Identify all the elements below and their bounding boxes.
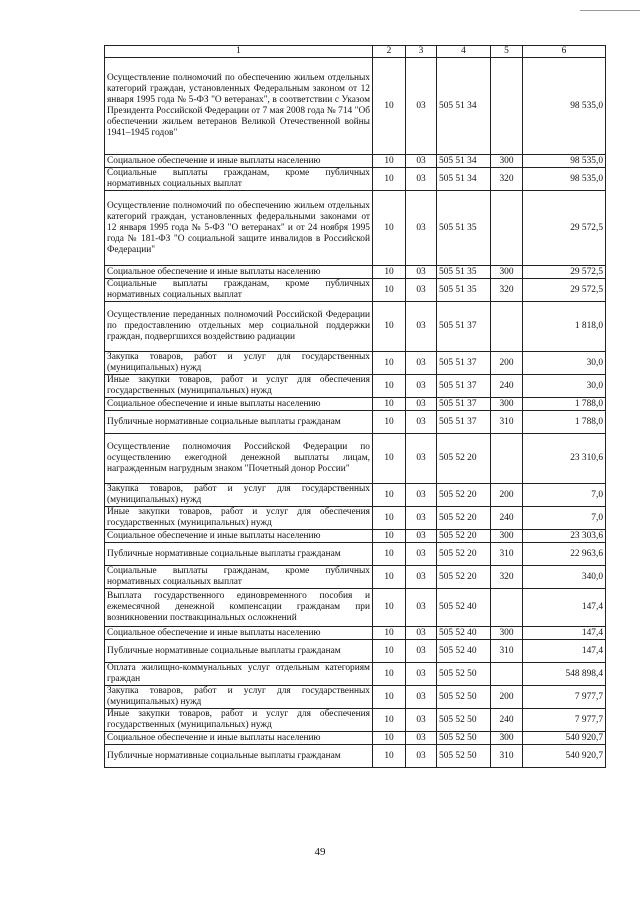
row-section-cell: 10 [373,530,406,543]
row-target-item-cell: 505 51 37 [437,302,491,352]
table-row [105,155,606,168]
row-amount-cell: 147,4 [523,589,606,627]
row-subsection-cell: 03 [406,543,437,566]
row-amount-cell: 147,4 [523,640,606,663]
row-expense-type-cell: 240 [491,507,523,530]
row-subsection-cell: 03 [406,168,437,191]
row-expense-type-cell: 300 [491,266,523,279]
row-section-cell: 10 [373,434,406,484]
row-amount-cell: 29 572,5 [523,266,606,279]
row-amount-cell: 548 898,4 [523,663,606,686]
row-name-cell: Осуществление переданных полномочий Российской Федерации по предоставлению отдельных мер социальной поддержки граждан, подвергшихся воздействию радиации [105,302,373,352]
table-row [105,627,606,640]
row-section-cell: 10 [373,589,406,627]
table-row [105,411,606,434]
row-subsection-cell: 03 [406,663,437,686]
row-target-item-cell: 505 51 34 [437,58,491,155]
row-name-cell: Закупка товаров, работ и услуг для государственных (муниципальных) нужд [105,352,373,375]
budget-table-body [105,46,606,768]
row-amount-cell: 29 572,5 [523,191,606,266]
row-expense-type-cell: 310 [491,640,523,663]
row-section-cell: 10 [373,352,406,375]
row-amount-cell: 7 977,7 [523,709,606,732]
row-target-item-cell: 505 52 20 [437,507,491,530]
table-row [105,434,606,484]
row-subsection-cell: 03 [406,709,437,732]
column-number-5: 5 [491,46,523,58]
row-section-cell: 10 [373,484,406,507]
row-expense-type-cell: 200 [491,686,523,709]
row-expense-type-cell [491,191,523,266]
row-name-cell: Публичные нормативные социальные выплаты гражданам [105,543,373,566]
row-name-cell: Социальные выплаты гражданам, кроме публичных нормативных социальных выплат [105,168,373,191]
row-section-cell: 10 [373,745,406,768]
row-name-cell: Социальное обеспечение и иные выплаты населению [105,732,373,745]
row-subsection-cell: 03 [406,732,437,745]
row-subsection-cell: 03 [406,266,437,279]
row-expense-type-cell: 300 [491,398,523,411]
row-subsection-cell: 03 [406,411,437,434]
row-name-cell: Социальное обеспечение и иные выплаты населению [105,530,373,543]
row-section-cell: 10 [373,732,406,745]
column-number-6: 6 [523,46,606,58]
table-row [105,352,606,375]
row-expense-type-cell: 300 [491,732,523,745]
row-section-cell: 10 [373,411,406,434]
column-number-2: 2 [373,46,406,58]
row-amount-cell: 98 535,0 [523,168,606,191]
row-expense-type-cell: 300 [491,627,523,640]
row-expense-type-cell: 310 [491,411,523,434]
row-subsection-cell: 03 [406,686,437,709]
table-row [105,530,606,543]
row-subsection-cell: 03 [406,279,437,302]
row-amount-cell: 30,0 [523,375,606,398]
row-expense-type-cell: 310 [491,745,523,768]
table-row [105,640,606,663]
row-name-cell: Социальные выплаты гражданам, кроме публичных нормативных социальных выплат [105,566,373,589]
table-row [105,279,606,302]
row-expense-type-cell: 300 [491,530,523,543]
row-target-item-cell: 505 52 50 [437,745,491,768]
row-amount-cell: 23 310,6 [523,434,606,484]
row-section-cell: 10 [373,627,406,640]
row-section-cell: 10 [373,663,406,686]
table-row [105,398,606,411]
row-name-cell: Иные закупки товаров, работ и услуг для обеспечения государственных (муниципальных) нужд [105,375,373,398]
row-amount-cell: 147,4 [523,627,606,640]
row-section-cell: 10 [373,686,406,709]
table-row [105,745,606,768]
row-name-cell: Закупка товаров, работ и услуг для государственных (муниципальных) нужд [105,686,373,709]
row-expense-type-cell: 320 [491,566,523,589]
row-target-item-cell: 505 52 50 [437,709,491,732]
row-subsection-cell: 03 [406,566,437,589]
row-name-cell: Публичные нормативные социальные выплаты гражданам [105,745,373,768]
row-expense-type-cell: 320 [491,168,523,191]
row-expense-type-cell [491,589,523,627]
row-amount-cell: 29 572,5 [523,279,606,302]
row-name-cell: Публичные нормативные социальные выплаты гражданам [105,411,373,434]
row-expense-type-cell [491,302,523,352]
row-name-cell: Выплата государственного единовременного пособия и ежемесячной денежной компенсации гражданам при возникновении поствакцинальных осложнений [105,589,373,627]
row-amount-cell: 540 920,7 [523,732,606,745]
row-subsection-cell: 03 [406,530,437,543]
row-expense-type-cell: 320 [491,279,523,302]
row-target-item-cell: 505 52 40 [437,640,491,663]
row-subsection-cell: 03 [406,58,437,155]
table-row [105,302,606,352]
row-expense-type-cell: 200 [491,484,523,507]
row-target-item-cell: 505 52 20 [437,543,491,566]
row-subsection-cell: 03 [406,627,437,640]
row-amount-cell: 7 977,7 [523,686,606,709]
row-section-cell: 10 [373,640,406,663]
table-row [105,589,606,627]
row-expense-type-cell: 300 [491,155,523,168]
row-section-cell: 10 [373,168,406,191]
table-row [105,168,606,191]
table-row [105,507,606,530]
row-amount-cell: 98 535,0 [523,58,606,155]
row-expense-type-cell: 240 [491,375,523,398]
column-number-4: 4 [437,46,491,58]
row-subsection-cell: 03 [406,191,437,266]
page-number: 49 [314,846,326,858]
row-subsection-cell: 03 [406,398,437,411]
row-expense-type-cell [491,58,523,155]
row-target-item-cell: 505 52 20 [437,484,491,507]
row-target-item-cell: 505 51 37 [437,352,491,375]
row-subsection-cell: 03 [406,375,437,398]
page-edge-line [580,10,640,11]
column-number-row [105,46,606,58]
row-section-cell: 10 [373,191,406,266]
row-target-item-cell: 505 52 20 [437,434,491,484]
row-amount-cell: 98 535,0 [523,155,606,168]
column-number-3: 3 [406,46,437,58]
row-amount-cell: 22 963,6 [523,543,606,566]
row-amount-cell: 1 788,0 [523,398,606,411]
row-section-cell: 10 [373,279,406,302]
table-row [105,266,606,279]
table-row [105,686,606,709]
row-subsection-cell: 03 [406,484,437,507]
row-target-item-cell: 505 52 20 [437,566,491,589]
row-name-cell: Социальное обеспечение и иные выплаты населению [105,627,373,640]
row-section-cell: 10 [373,566,406,589]
row-target-item-cell: 505 52 40 [437,627,491,640]
row-target-item-cell: 505 51 35 [437,266,491,279]
row-subsection-cell: 03 [406,640,437,663]
row-name-cell: Закупка товаров, работ и услуг для государственных (муниципальных) нужд [105,484,373,507]
row-name-cell: Социальное обеспечение и иные выплаты населению [105,155,373,168]
row-name-cell: Оплата жилищно-коммунальных услуг отдельным категориям граждан [105,663,373,686]
budget-table [104,45,606,768]
row-subsection-cell: 03 [406,434,437,484]
table-row [105,375,606,398]
row-subsection-cell: 03 [406,352,437,375]
table-row [105,58,606,155]
row-amount-cell: 540 920,7 [523,745,606,768]
row-name-cell: Публичные нормативные социальные выплаты гражданам [105,640,373,663]
row-section-cell: 10 [373,398,406,411]
row-expense-type-cell: 200 [491,352,523,375]
row-target-item-cell: 505 51 34 [437,168,491,191]
row-expense-type-cell: 240 [491,709,523,732]
row-subsection-cell: 03 [406,507,437,530]
row-amount-cell: 1 788,0 [523,411,606,434]
row-amount-cell: 7,0 [523,484,606,507]
row-section-cell: 10 [373,543,406,566]
row-name-cell: Социальное обеспечение и иные выплаты населению [105,266,373,279]
table-row [105,732,606,745]
row-target-item-cell: 505 51 37 [437,411,491,434]
row-amount-cell: 23 303,6 [523,530,606,543]
row-subsection-cell: 03 [406,155,437,168]
row-target-item-cell: 505 51 34 [437,155,491,168]
row-section-cell: 10 [373,266,406,279]
row-subsection-cell: 03 [406,302,437,352]
row-section-cell: 10 [373,507,406,530]
row-target-item-cell: 505 52 40 [437,589,491,627]
row-section-cell: 10 [373,155,406,168]
row-name-cell: Социальное обеспечение и иные выплаты населению [105,398,373,411]
row-name-cell: Осуществление полномочий по обеспечению жильем отдельных категорий граждан, установленных Федеральным законом от 12 января 1995 года № 5-ФЗ "О ветеранах", в соответствии с Указом Президента Российской Федерации от 7 мая 2008 года № 714 "Об обеспечении жильем ветеранов Великой Отечественной войны 1941–1945 годов" [105,58,373,155]
row-amount-cell: 1 818,0 [523,302,606,352]
column-number-1: 1 [105,46,373,58]
row-name-cell: Осуществление полномочий по обеспечению жильем отдельных категорий граждан, установленных федеральными законами от 12 января 1995 года № 5-ФЗ "О ветеранах" и от 24 ноября 1995 года № 181-ФЗ "О социальной защите инвалидов в Российской Федерации" [105,191,373,266]
row-expense-type-cell: 310 [491,543,523,566]
table-row [105,484,606,507]
row-target-item-cell: 505 52 20 [437,530,491,543]
row-target-item-cell: 505 51 35 [437,279,491,302]
table-row [105,543,606,566]
row-target-item-cell: 505 52 50 [437,686,491,709]
row-name-cell: Социальные выплаты гражданам, кроме публичных нормативных социальных выплат [105,279,373,302]
row-amount-cell: 30,0 [523,352,606,375]
row-target-item-cell: 505 52 50 [437,663,491,686]
row-expense-type-cell [491,663,523,686]
row-target-item-cell: 505 52 50 [437,732,491,745]
row-target-item-cell: 505 51 35 [437,191,491,266]
row-name-cell: Осуществление полномочия Российской Федерации по осуществлению ежегодной денежной выплаты лицам, награжденным нагрудным знаком "Почетный донор России" [105,434,373,484]
row-subsection-cell: 03 [406,589,437,627]
table-row [105,709,606,732]
table-row [105,663,606,686]
table-row [105,566,606,589]
row-section-cell: 10 [373,709,406,732]
row-name-cell: Иные закупки товаров, работ и услуг для обеспечения государственных (муниципальных) нужд [105,507,373,530]
row-expense-type-cell [491,434,523,484]
row-name-cell: Иные закупки товаров, работ и услуг для обеспечения государственных (муниципальных) нужд [105,709,373,732]
row-amount-cell: 7,0 [523,507,606,530]
row-target-item-cell: 505 51 37 [437,398,491,411]
row-section-cell: 10 [373,302,406,352]
row-amount-cell: 340,0 [523,566,606,589]
row-section-cell: 10 [373,375,406,398]
row-section-cell: 10 [373,58,406,155]
row-subsection-cell: 03 [406,745,437,768]
table-row [105,191,606,266]
row-target-item-cell: 505 51 37 [437,375,491,398]
